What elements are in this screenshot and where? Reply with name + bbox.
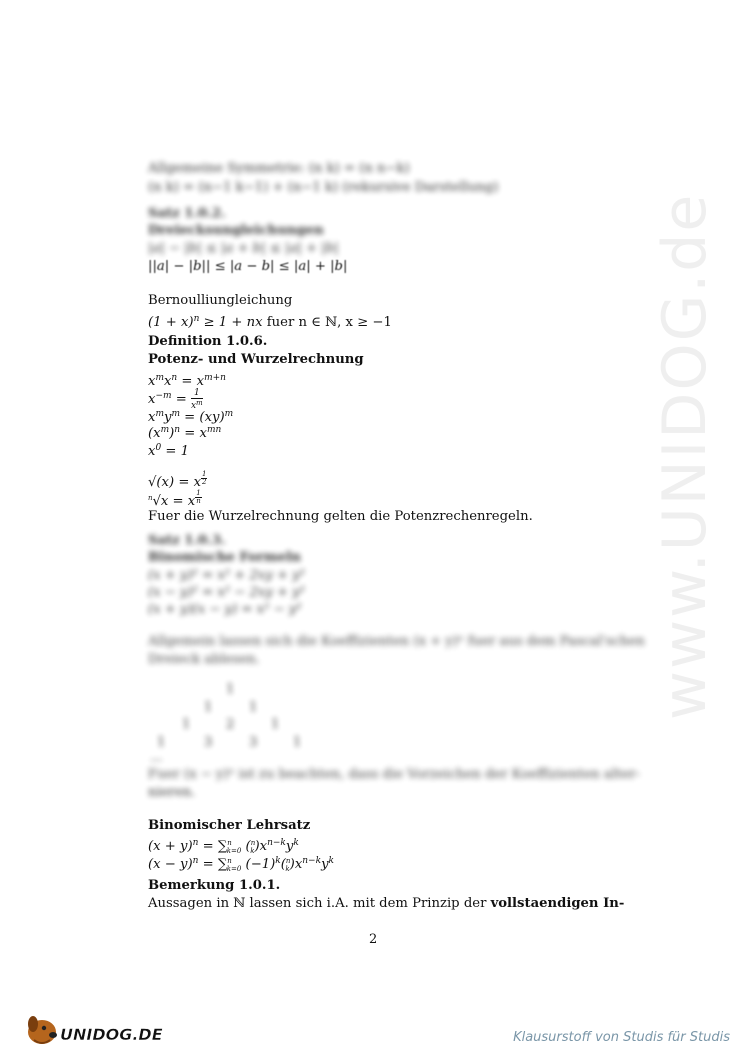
power-rule-3: $x^my^m = (xy)^m$ (148, 409, 234, 425)
logo-text: UNIDOG.DE (60, 1025, 163, 1044)
recursive-line: (n k) = (n−1 k−1) + (n−1 k) (rekursive Darstellung) (148, 180, 499, 195)
power-rule-2: $x^{-m}$ = $\frac{1}{x^m}$ (148, 387, 203, 411)
satz-2-label: Satz 1.0.3. (148, 533, 226, 548)
binomial-formula-1: (x + y)² = x² + 2xy + y² (148, 568, 305, 583)
binomial-formula-3: (x + y)(x − y) = x² − y² (148, 602, 302, 617)
bemerkung-text-bold: vollstaendigen In- (490, 896, 625, 911)
pascal-entry: 2 (226, 717, 235, 732)
pascal-entry: 1 (204, 700, 213, 715)
watermark: www.UNIDOG.de (650, 192, 720, 720)
unidog-logo[interactable] (20, 1010, 190, 1050)
satz-title: Dreiecksungleichungen (148, 223, 324, 238)
pascal-entry: 1 (157, 735, 166, 750)
lehrsatz-formula-2: $(x - y)^n = \sum^n_{k=0}$ $(-1)^k(^n_k)x^{n-k}y^k$ (148, 856, 334, 873)
lehrsatz-heading: Binomischer Lehrsatz (148, 818, 311, 833)
pascal-entry: 1 (182, 717, 191, 732)
bemerkung-text (148, 895, 624, 913)
footer-tagline: Klausurstoff von Studis für Studis (513, 1030, 730, 1045)
root-note: Fuer die Wurzelrechnung gelten die Potenzrechenregeln. (148, 509, 533, 524)
power-rule-1: $x^mx^n = x^{m+n}$ (148, 373, 226, 389)
root-rule-2: $^n$√x = x $^{\frac{1}{n}}$ (148, 489, 201, 509)
definition-label: Definition 1.0.6. (148, 334, 268, 349)
symmetry-line: Allgemeine Symmetrie: (n k) = (n n−k) (148, 161, 410, 176)
pascal-entry: 3 (249, 735, 258, 750)
bemerkung-text-start: Aussagen in ℕ lassen sich i.A. mit dem Prinzip der (148, 896, 487, 911)
sign-paragraph-2: nieren. (148, 785, 196, 800)
lehrsatz-formula-1: $(x + y)^n = \sum^n_{k=0}$ $(^n_k)x^{n-k}y^k$ (148, 838, 299, 855)
dog-icon (20, 1010, 190, 1050)
page-number: 2 (369, 932, 378, 947)
bernoulli-formula: $(1 + x)^n \ge 1$ + nx fuer n ∈ ℕ, x ≥ −1 (148, 314, 392, 330)
triangle-inequality-1: |a| − |b| ≤ |a + b| ≤ |a| + |b| (148, 241, 339, 256)
pascal-paragraph-2: Dreieck ablesen. (148, 652, 260, 667)
pascal-entry: 1 (249, 700, 258, 715)
pascal-entry: 1 (271, 717, 280, 732)
bemerkung-label: Bemerkung 1.0.1. (148, 878, 281, 893)
pascal-entry: 1 (293, 735, 302, 750)
pascal-entry: ... (150, 750, 163, 765)
binomial-formula-2: (x − y)² = x² − 2xy + y² (148, 585, 305, 600)
pascal-entry: 3 (204, 735, 213, 750)
power-rule-4: $(x^m)^n = x^{mn}$ (148, 425, 222, 441)
satz-label: Satz 1.0.2. (148, 206, 226, 221)
definition-title: Potenz- und Wurzelrechnung (148, 352, 364, 367)
pascal-entry: 1 (226, 682, 235, 697)
triangle-inequality-2: ||a| − |b|| ≤ |a − b| ≤ |a| + |b| (148, 259, 348, 274)
pascal-paragraph-1: Allgemein lassen sich die Koeffizienten (x + y)ⁿ fuer aus dem Pascal'schen (148, 634, 645, 649)
satz-2-title: Binomische Formeln (148, 550, 301, 565)
bernoulli-heading: Bernoulliungleichung (148, 293, 293, 308)
sign-paragraph-1: Fuer (x − y)ⁿ ist zu beachten, dass die Vorzeichen der Koeffizienten alter- (148, 767, 640, 782)
root-rule-1: √(x) = x $^{\frac{1}{2}}$ (148, 470, 207, 490)
bernoulli-suffix: fuer n ∈ ℕ, x ≥ −1 (266, 315, 392, 330)
power-rule-5: $x^0 = 1$ (148, 443, 189, 459)
